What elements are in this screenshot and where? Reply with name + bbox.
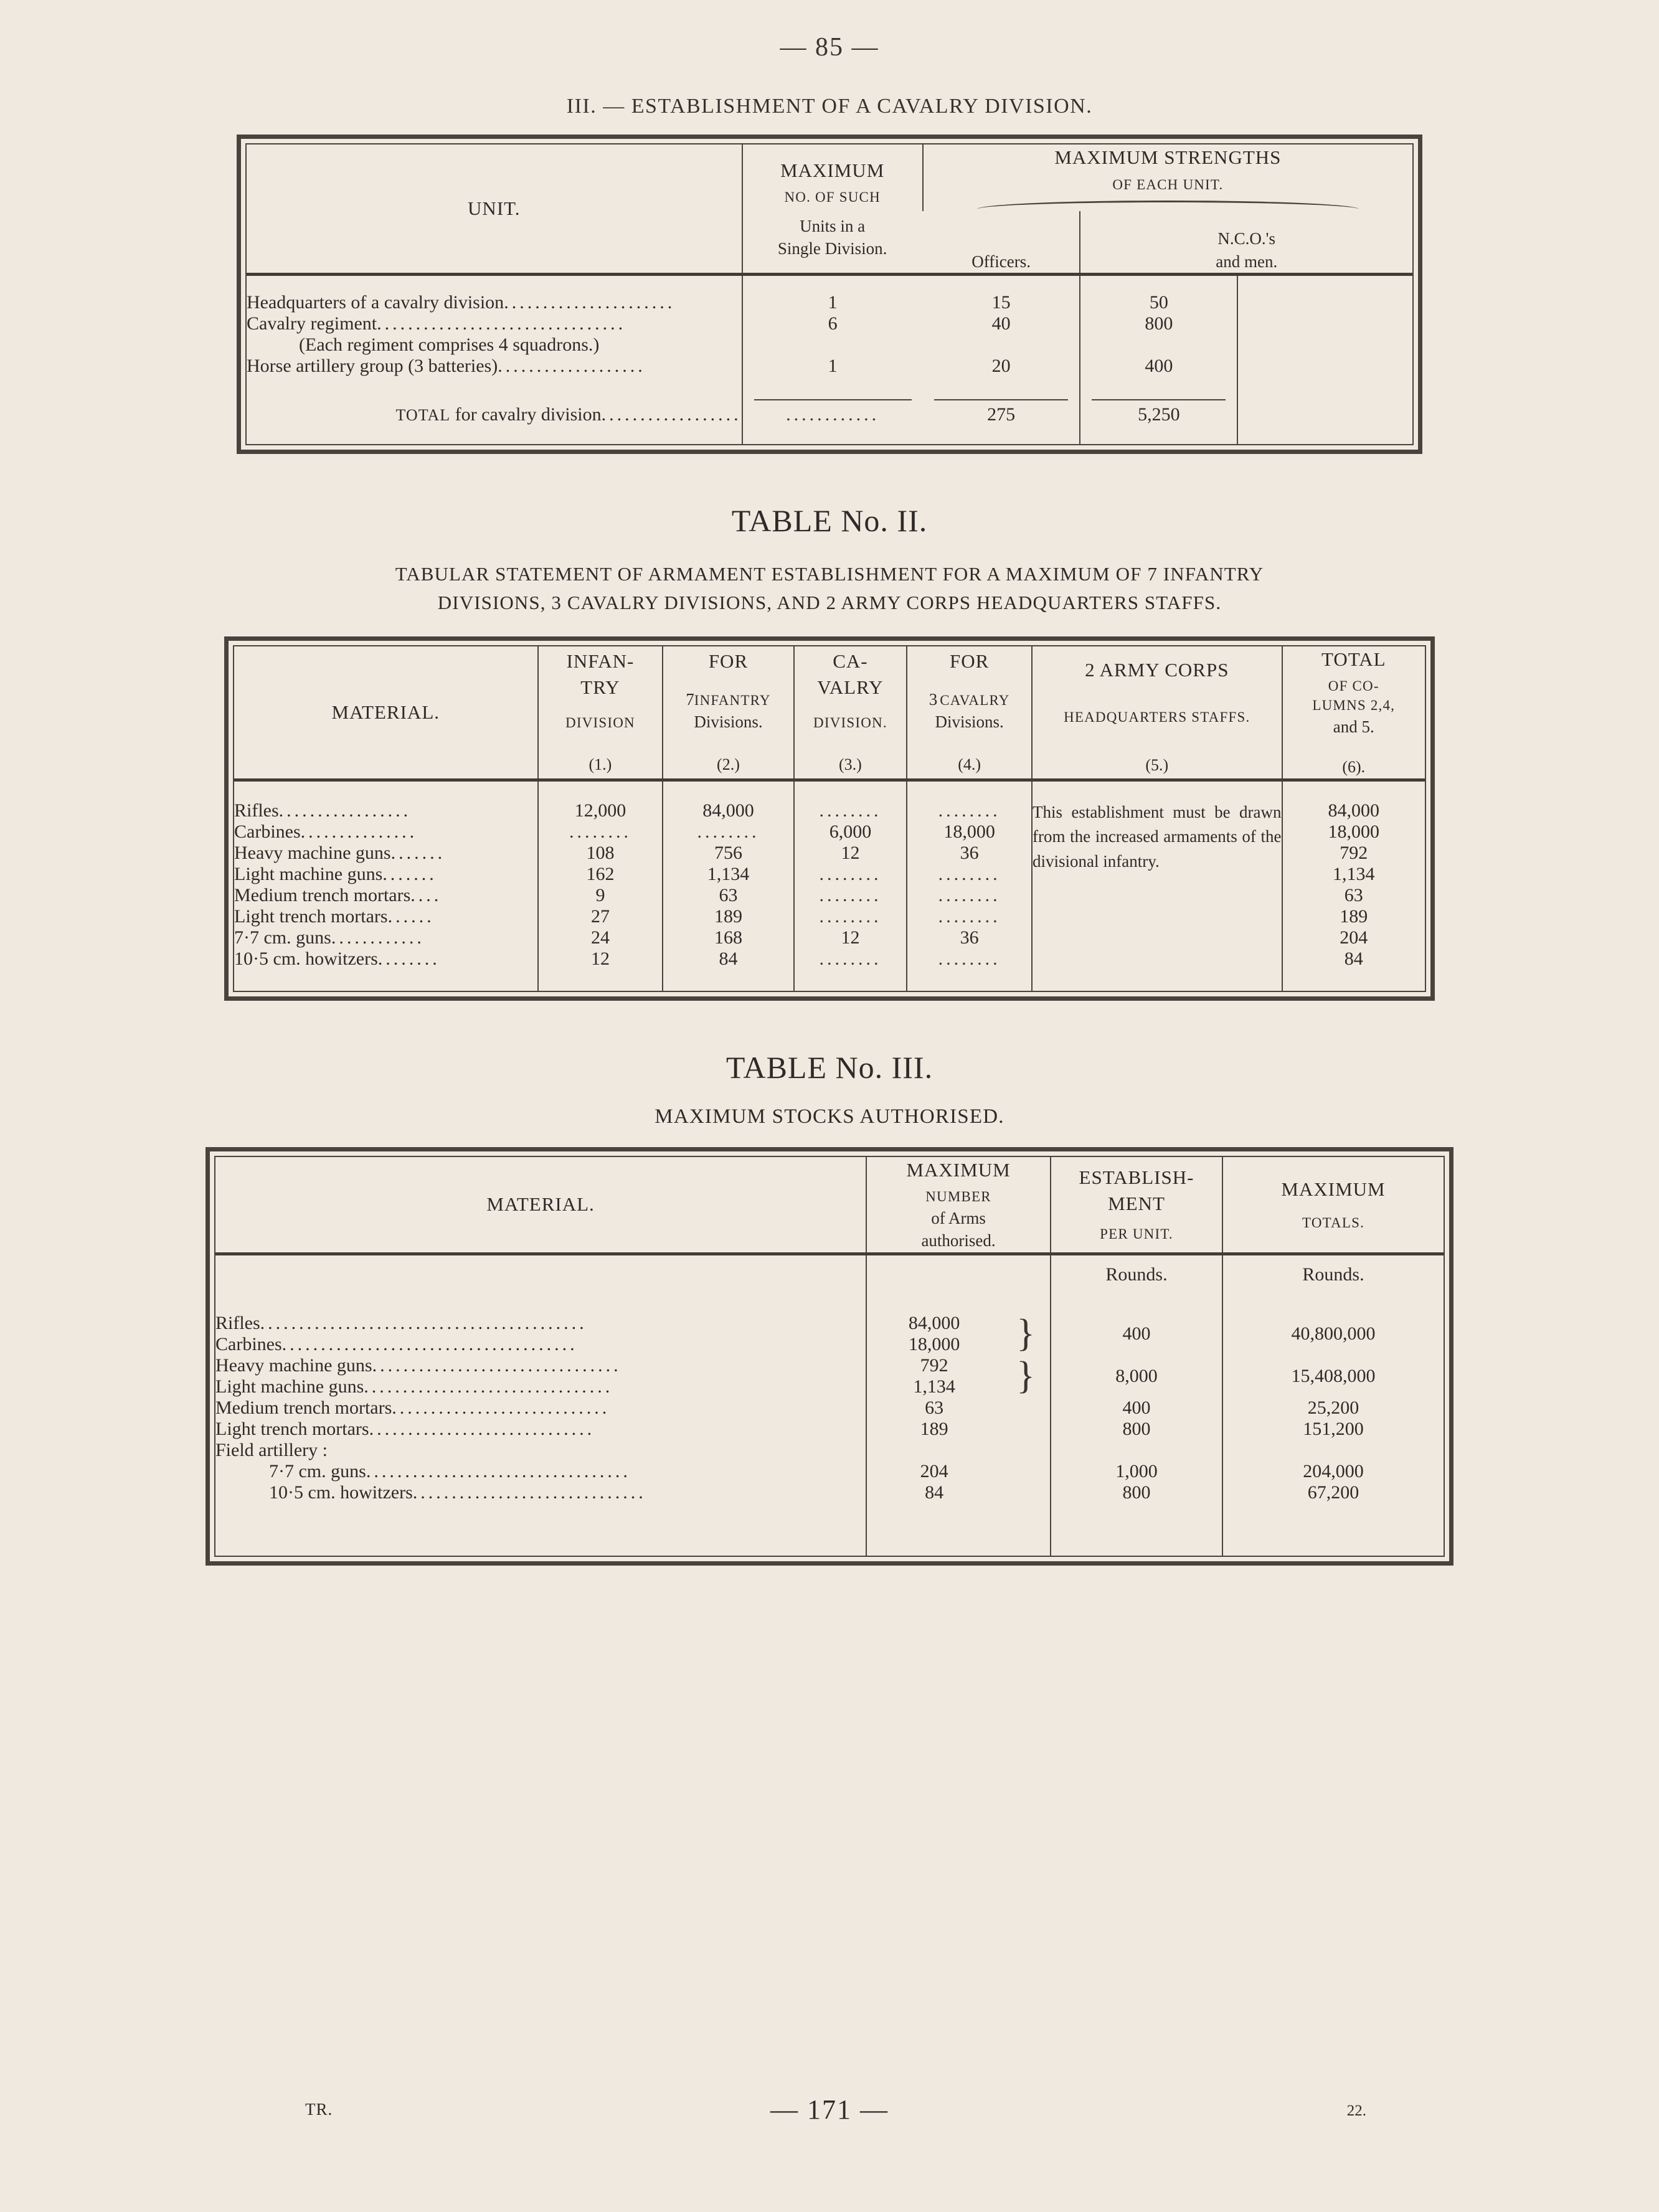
th-maximum-totals: MAXIMUM TOTALS. [1222, 1157, 1444, 1252]
table-3-title-num: III. [891, 1049, 933, 1085]
cell-total: 189 [1282, 906, 1425, 927]
table-3-bottom-spacer [215, 1503, 1444, 1556]
cell-7-inf-div: 756 [663, 843, 793, 864]
table-row [234, 948, 1425, 970]
cell-3-cav-div: ........ [907, 948, 1032, 970]
cell-7-inf-div: 168 [663, 927, 793, 948]
total-rule-ncos [1092, 399, 1226, 400]
cell-per-unit: 800 [1051, 1482, 1222, 1503]
table-3-title-no: No. [835, 1049, 884, 1085]
row-label-horse-artillery: Horse artillery group (3 batteries)................... [247, 355, 646, 376]
cell-total: 1,134 [1282, 864, 1425, 885]
cell-arms: 204 [866, 1461, 1001, 1482]
cell-cavalry-div: ........ [794, 906, 907, 927]
cell-per-unit: 1,000 [1051, 1461, 1222, 1482]
table-row [247, 313, 1412, 334]
row-label-105cm-howitzers: 10·5 cm. howitzers........ [234, 948, 440, 969]
cell-7-inf-div: 84,000 [663, 800, 793, 821]
cell-total: 67,200 [1222, 1482, 1444, 1503]
table-3-frame-inner [214, 1156, 1445, 1557]
total-rule-officers [934, 399, 1069, 400]
table-3-title-main: TABLE [726, 1049, 828, 1085]
cell-total: 204,000 [1222, 1461, 1444, 1482]
cell-cavalry-div: ........ [794, 948, 907, 970]
cell-infantry-div: 12,000 [538, 800, 663, 821]
cell-total: 25,200 [1222, 1397, 1444, 1419]
cell-total: 84,000 [1282, 800, 1425, 821]
cell-units: 6 [742, 313, 923, 334]
row-label-light-machine-guns: Light machine guns................................ [215, 1376, 613, 1397]
cell-3-cav-div: ........ [907, 906, 1032, 927]
cell-7-inf-div: 189 [663, 906, 793, 927]
cell-arms: 18,000 [866, 1334, 1001, 1355]
footer-sheet-number: 22. [1346, 2102, 1366, 2119]
cell-units-total: ............ [742, 404, 923, 425]
cell-3-cav-div: ........ [907, 864, 1032, 885]
table-2-frame [224, 636, 1435, 1001]
cell-3-cav-div: 36 [907, 927, 1032, 948]
table-row [215, 1397, 1444, 1419]
table-1-frame [237, 135, 1422, 454]
table-2-title-main: TABLE [731, 503, 833, 538]
cell-infantry-div: 9 [538, 885, 663, 906]
table-row [234, 906, 1425, 927]
section-dash: — [603, 95, 625, 118]
cell-3-cav-div: ........ [907, 885, 1032, 906]
th-ncos: N.C.O.'s and men. [1080, 211, 1412, 272]
label-rounds-totals: Rounds. [1222, 1254, 1444, 1285]
section-number: III. [566, 95, 597, 118]
table-row [215, 1482, 1444, 1503]
total-rest: for cavalry division [450, 404, 602, 425]
th-total-columns: TOTAL OF CO- LUMNS 2,4, and 5. (6). [1282, 646, 1425, 778]
cell-army-corps-note: This establishment must be drawn from the increased armaments of the divisional infantry. [1032, 800, 1282, 885]
table-2-header-row [234, 646, 1425, 778]
cell-total: 18,000 [1282, 821, 1425, 843]
row-label-105cm-howitzers: 10·5 cm. howitzers.............................. [269, 1482, 646, 1503]
section-title: ESTABLISHMENT OF A CAVALRY DIVISION. [631, 95, 1093, 118]
th-unit: UNIT. [468, 197, 521, 220]
footer-signature: TR. [305, 2100, 333, 2119]
cell-infantry-div: 24 [538, 927, 663, 948]
table-2-subtitle-line2: DIVISIONS, 3 CAVALRY DIVISIONS, AND 2 ARMY CORPS HEADQUARTERS STAFFS. [437, 592, 1222, 614]
strengths-brace [977, 201, 1358, 211]
table-2-title-num: II. [897, 503, 928, 538]
cell-3-cav-div: 36 [907, 843, 1032, 864]
cell-total: 792 [1282, 843, 1425, 864]
cell-per-unit: 400 [1051, 1397, 1222, 1419]
brace-machine-guns: } [1016, 1354, 1035, 1397]
brace-rifles-carbines: } [1016, 1312, 1035, 1354]
row-label-total: TOTAL for cavalry division.................. [395, 404, 742, 425]
cell-officers: 20 [991, 355, 1011, 376]
row-label-cavalry-regiment: Cavalry regiment................................ [247, 313, 626, 334]
table-row-total [247, 404, 1412, 425]
table-cavalry-division [247, 144, 1412, 444]
cell-total: 63 [1282, 885, 1425, 906]
page-footer [0, 2094, 1659, 2131]
table-3-rounds-row [215, 1254, 1444, 1285]
cell-total: 204 [1282, 927, 1425, 948]
row-subhead-field-artillery: Field artillery : [215, 1439, 328, 1460]
cell-arms: 84,000 [866, 1313, 1001, 1334]
table-3-title [0, 1049, 1659, 1085]
cell-arms: 1,134 [866, 1376, 1001, 1397]
table-2-subtitle-line1: TABULAR STATEMENT OF ARMAMENT ESTABLISHMENT FOR A MAXIMUM OF 7 INFANTRY [395, 562, 1264, 585]
table-row [215, 1419, 1444, 1440]
th-establishment-per-unit: ESTABLISH- MENT PER UNIT. [1051, 1157, 1222, 1252]
th-material: MATERIAL. [331, 701, 440, 723]
cell-per-unit: 800 [1051, 1419, 1222, 1440]
row-label-rifles: Rifles................. [234, 800, 412, 821]
row-label-light-trench-mortars: Light trench mortars...... [234, 905, 435, 927]
cell-ncos: 50 [1080, 292, 1237, 313]
section-heading [0, 95, 1659, 118]
table-1-total-rule [247, 377, 1412, 404]
total-word: TOTAL [395, 405, 451, 424]
th-cavalry-division: CA- VALRY DIVISION. (3.) [794, 646, 907, 778]
table-row-note [247, 334, 1412, 356]
cell-officers-total: 275 [987, 404, 1016, 425]
cell-cavalry-div: 12 [794, 843, 907, 864]
table-2-title-no: No. [841, 503, 889, 538]
table-row [215, 1313, 1444, 1334]
cell-arms: 84 [866, 1482, 1001, 1503]
row-label-heavy-machine-guns: Heavy machine guns................................ [215, 1354, 622, 1376]
cell-total: 84 [1282, 948, 1425, 970]
row-label-rifles: Rifles.......................................... [215, 1312, 587, 1333]
cell-total: 40,800,000 [1222, 1313, 1444, 1355]
cell-arms: 63 [866, 1397, 1001, 1419]
row-label-77cm-guns: 7·7 cm. guns............ [234, 927, 425, 948]
table-3-header-row [215, 1157, 1444, 1252]
cell-7-inf-div: 1,134 [663, 864, 793, 885]
table-row [234, 885, 1425, 906]
th-officers: Officers. [971, 252, 1031, 271]
cell-cavalry-div: ........ [794, 885, 907, 906]
cell-cavalry-div: ........ [794, 800, 907, 821]
cell-arms: 189 [866, 1419, 1001, 1440]
cell-infantry-div: 12 [538, 948, 663, 970]
label-rounds-establishment: Rounds. [1051, 1254, 1222, 1285]
cell-officers: 15 [991, 291, 1011, 313]
cell-cavalry-div: 12 [794, 927, 907, 948]
cell-ncos-total: 5,250 [1080, 404, 1237, 425]
cell-units: 1 [742, 356, 923, 377]
table-1-bottom-spacer [247, 425, 1412, 444]
cell-infantry-div: 108 [538, 843, 663, 864]
table-2-title [0, 503, 1659, 539]
row-label-light-machine-guns: Light machine guns....... [234, 863, 437, 884]
th-infantry-division: INFAN- TRY DIVISION (1.) [538, 646, 663, 778]
cell-infantry-div: 162 [538, 864, 663, 885]
row-label-medium-trench-mortars: Medium trench mortars.... [234, 884, 442, 905]
th-for-3-cavalry: FOR 3 CAVALRY Divisions. (4.) [907, 646, 1032, 778]
cell-7-inf-div: 84 [663, 948, 793, 970]
cell-ncos: 400 [1080, 356, 1237, 377]
cell-7-inf-div: 63 [663, 885, 793, 906]
table-2-spacer [234, 780, 1425, 800]
row-label-carbines: Carbines............... [234, 821, 418, 842]
th-material: MATERIAL. [486, 1193, 595, 1216]
table-row [234, 800, 1425, 821]
th-max-number-arms: MAXIMUM NUMBER of Arms authorised. [866, 1157, 1051, 1252]
row-label-medium-trench-mortars: Medium trench mortars............................ [215, 1397, 610, 1418]
row-label-light-trench-mortars: Light trench mortars............................. [215, 1418, 595, 1439]
table-2-bottom-spacer [234, 970, 1425, 991]
cell-infantry-div: ........ [538, 821, 663, 843]
cell-per-unit: 400 [1051, 1313, 1222, 1355]
cell-infantry-div: 27 [538, 906, 663, 927]
row-label-heavy-machine-guns: Heavy machine guns....... [234, 842, 446, 863]
cell-officers: 40 [991, 313, 1011, 334]
table-1-frame-inner [245, 143, 1414, 445]
row-note-squadrons: (Each regiment comprises 4 squadrons.) [299, 334, 600, 355]
table-maximum-stocks [215, 1157, 1444, 1556]
cell-7-inf-div: ........ [663, 821, 793, 843]
table-row [247, 292, 1412, 313]
table-armament-establishment [234, 646, 1425, 991]
cell-arms: 792 [866, 1355, 1001, 1376]
table-3-frame [206, 1147, 1453, 1566]
cell-total: 151,200 [1222, 1419, 1444, 1440]
cell-3-cav-div: 18,000 [907, 821, 1032, 843]
cell-total: 15,408,000 [1222, 1355, 1444, 1397]
table-row [215, 1461, 1444, 1482]
th-for-7-infantry: FOR 7INFANTRY Divisions. (2.) [663, 646, 793, 778]
cell-ncos: 800 [1080, 313, 1237, 334]
table-row [234, 927, 1425, 948]
cell-units: 1 [742, 292, 923, 313]
page-number-bottom: — 171 — [770, 2094, 889, 2125]
table-1-header-row [247, 144, 1412, 211]
cell-cavalry-div: ........ [794, 864, 907, 885]
total-rule-units [754, 399, 912, 400]
table-row-subhead [215, 1440, 1444, 1461]
cell-cavalry-div: 6,000 [794, 821, 907, 843]
table-row [215, 1355, 1444, 1376]
cell-3-cav-div: ........ [907, 800, 1032, 821]
cell-per-unit: 8,000 [1051, 1355, 1222, 1397]
table-3-subtitle: MAXIMUM STOCKS AUTHORISED. [655, 1105, 1004, 1128]
th-army-corps-staffs: 2 ARMY CORPS HEADQUARTERS STAFFS. (5.) [1032, 646, 1282, 778]
row-label-77cm-guns: 7·7 cm. guns.................................. [269, 1460, 631, 1482]
row-label-carbines: Carbines...................................... [215, 1333, 578, 1354]
page-number-top: — 85 — [780, 33, 879, 62]
th-max-strengths: MAXIMUM STRENGTHS OF EACH UNIT. [923, 144, 1412, 211]
table-3-spacer [215, 1285, 1444, 1313]
table-row [247, 356, 1412, 377]
table-1-spacer [247, 274, 1412, 292]
th-max-units: MAXIMUM NO. OF SUCH Units in a Single Division. [742, 144, 923, 273]
row-label-hq: Headquarters of a cavalry division...................... [247, 291, 676, 313]
table-2-frame-inner [233, 645, 1426, 992]
table-2-subtitle [219, 560, 1440, 618]
